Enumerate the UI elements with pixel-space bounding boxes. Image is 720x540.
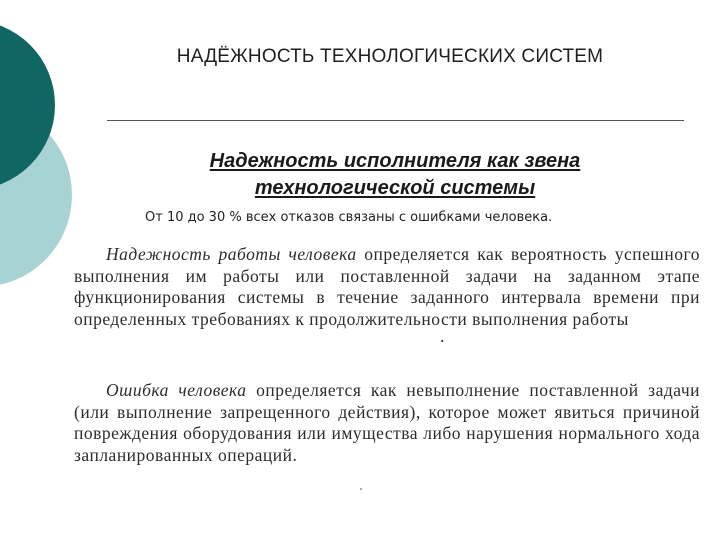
subtitle-line-2: технологической системы: [254, 177, 536, 199]
reliability-definition-paragraph: [74, 244, 700, 330]
scan-speck: [360, 488, 362, 490]
error-definition-paragraph: [74, 380, 700, 466]
statistic-note: От 10 до 30 % всех отказов связаны с ошибками человека.: [145, 210, 553, 225]
slide-title: НАДЁЖНОСТЬ ТЕХНОЛОГИЧЕСКИХ СИСТЕМ: [176, 46, 604, 67]
error-definition-text: определяется как невыполнение поставленной задачи (или выполнение запрещенного действия), которое может явиться причиной повреждения оборудования или имущества либо нарушения нормального хода запланированных операций.: [74, 380, 700, 465]
error-term: Ошибка человека: [106, 380, 247, 400]
reliability-term: Надежность работы человека: [106, 244, 357, 264]
reliability-definition-text: определяется как вероятность успешного выполнения им работы или поставленной задачи на заданном этапе функционирования системы в течение заданного интервала времени при определенных требованиях к продолжительности выполнения работы: [74, 244, 700, 329]
subtitle-line-1: Надежность исполнителя как звена: [209, 150, 581, 172]
slide-subtitle: [130, 148, 660, 202]
stray-period: .: [440, 326, 445, 346]
title-divider: [107, 120, 684, 121]
